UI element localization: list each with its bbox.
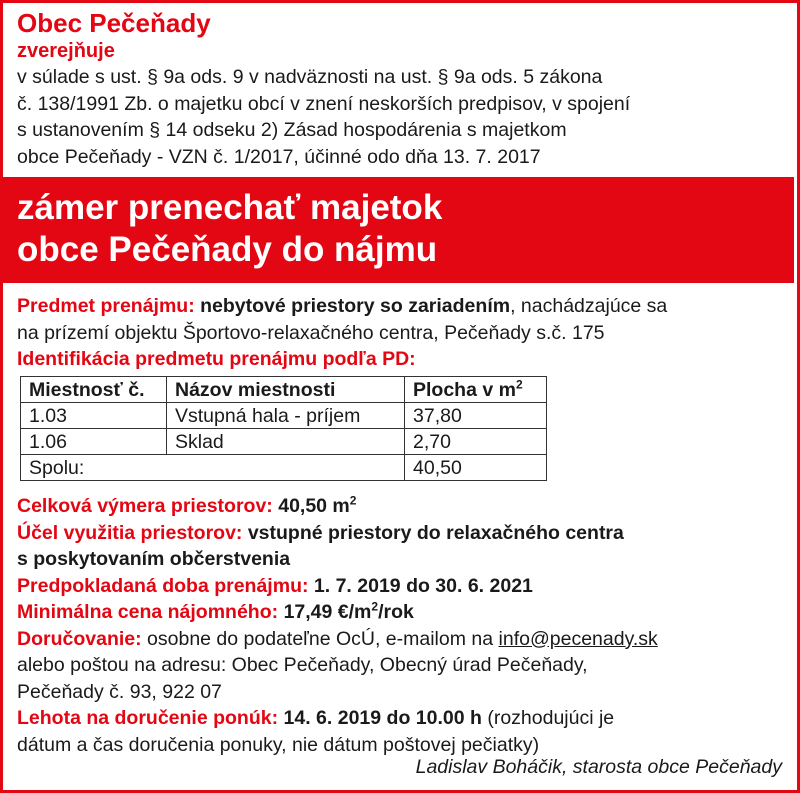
subject-location: na prízemí objektu Športovo-relaxačného centra, Pečeňady s.č. 175 <box>17 321 605 344</box>
table-cell: 1.03 <box>21 403 167 429</box>
table-cell: Vstupná hala - príjem <box>167 403 405 429</box>
duration-value: 1. 7. 2019 do 30. 6. 2021 <box>313 574 533 597</box>
table-row <box>21 429 547 455</box>
table-cell: 2,70 <box>405 429 547 455</box>
signature: Ladislav Boháčik, starosta obce Pečeňady <box>415 756 782 778</box>
table-total-value: 40,50 <box>405 455 547 481</box>
delivery-address-line-2: Pečeňady č. 93, 922 07 <box>17 680 222 703</box>
duration-row <box>17 573 792 600</box>
column-header: Miestnosť č. <box>21 377 167 403</box>
price-label: Minimálna cena nájomného: <box>17 601 279 623</box>
deadline-row <box>17 705 792 732</box>
rooms-table <box>20 376 547 481</box>
purpose-value: vstupné priestory do relaxačného centra <box>247 521 624 544</box>
table-cell: 1.06 <box>21 429 167 455</box>
subject-label: Predmet prenájmu: <box>17 295 195 317</box>
price-value: 17,49 $€/m^2$/rok <box>283 599 414 623</box>
area-value: 40,50 $m^2$ <box>278 493 357 517</box>
subject-rest: , nachádzajúce sa <box>510 295 668 317</box>
purpose-row <box>17 520 792 547</box>
delivery-row <box>17 626 792 653</box>
table-cell: 37,80 <box>405 403 547 429</box>
legal-line: obce Pečeňady - VZN č. 1/2017, účinné odo dňa 13. 7. 2017 <box>17 145 541 168</box>
legal-basis <box>17 64 790 170</box>
banner-title-line-2: obce Pečeňady do nájmu <box>17 230 438 269</box>
deadline-value: 14. 6. 2019 do 10.00 h <box>283 707 482 729</box>
table-total-label: Spolu: <box>21 455 405 481</box>
purpose-value-line-2: s poskytovaním občerstvenia <box>17 548 291 570</box>
deadline-label: Lehota na doručenie ponúk: <box>17 707 279 729</box>
legal-line: s ustanovením § 14 odseku 2) Zásad hospodárenia s majetkom <box>17 119 567 141</box>
subject-section <box>17 293 792 373</box>
price-row <box>17 599 792 626</box>
banner-title-line-1: zámer prenechať majetok <box>17 188 443 227</box>
duration-label: Predpokladaná doba prenájmu: <box>17 574 309 597</box>
table-row <box>21 403 547 429</box>
table-cell: Sklad <box>167 429 405 455</box>
area-row <box>17 493 792 520</box>
deadline-note: (rozhodujúci je <box>487 707 615 729</box>
purpose-label: Účel využitia priestorov: <box>17 521 243 544</box>
details-section <box>17 493 792 758</box>
delivery-text: osobne do podateľne OcÚ, e-mailom na <box>147 627 494 650</box>
table-total-row <box>21 455 547 481</box>
publishes-label: zverejňuje <box>17 40 115 62</box>
area-label: Celková výmera priestorov: <box>17 495 273 517</box>
subject-value: nebytové priestory so zariadením <box>200 295 511 317</box>
title-banner <box>0 177 794 283</box>
column-header: Názov miestnosti <box>167 377 405 403</box>
deadline-note-line-2: dátum a čas doručenia ponuky, nie dátum poštovej pečiatky) <box>17 733 540 756</box>
table-header-row <box>21 377 547 403</box>
delivery-address-line-1: alebo poštou na adresu: Obec Pečeňady, Obecný úrad Pečeňady, <box>17 654 588 676</box>
legal-line: v súlade s ust. § 9a ods. 9 v nadväznosti na ust. § 9a ods. 5 zákona <box>17 66 603 88</box>
org-name: Obec Pečeňady <box>17 8 211 38</box>
legal-line: č. 138/1991 Zb. o majetku obcí v znení neskorších predpisov, v spojení <box>17 92 631 115</box>
email-link[interactable]: info@pecenady.sk <box>498 627 658 650</box>
header-section <box>17 6 790 170</box>
delivery-label: Doručovanie: <box>17 627 142 650</box>
identification-label: Identifikácia predmetu prenájmu podľa PD: <box>17 348 416 370</box>
column-header: Plocha v $m^2$ <box>405 377 547 403</box>
